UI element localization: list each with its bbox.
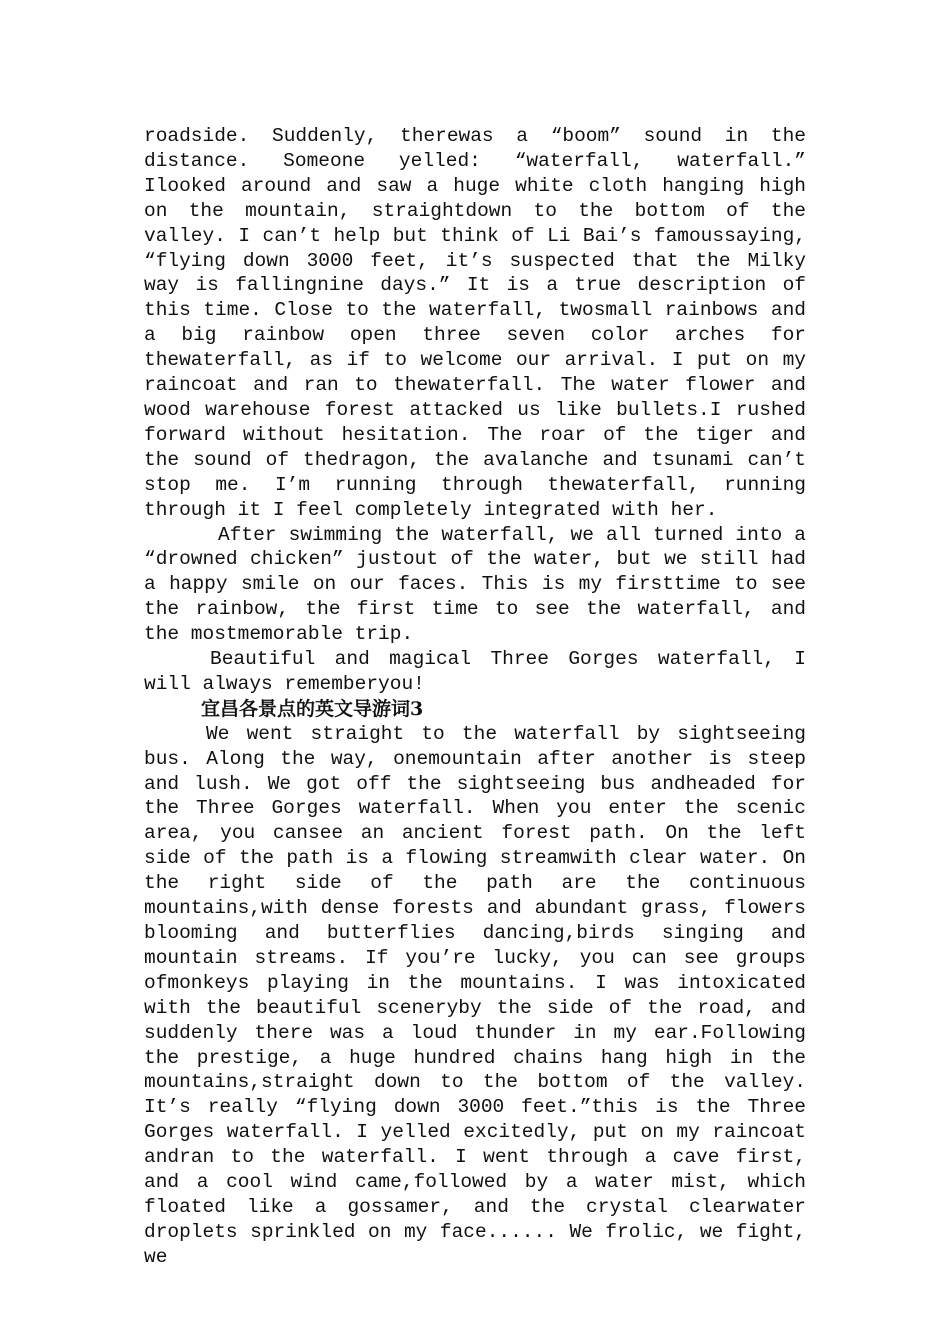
paragraph-beautiful: Beautiful and magical Three Gorges waterfall, I will always rememberyou! (144, 648, 806, 695)
document-page (144, 124, 806, 1270)
paragraph-after-swimming: After swimming the waterfall, we all turned into a “drowned chicken” justout of the water, but we still had a happy smile on our faces. This is my firsttime to see the rainbow, the first time to see the waterfall, and the mostmemorable trip. (144, 523, 806, 646)
paragraph-roadside: roadside. Suddenly, therewas a “boom” sound in the distance. Someone yelled: “waterfall, waterfall.” Ilooked around and saw a huge white cloth hanging high on the mountain, straightdown to the bottom of the valley. I can’t help but think of Li Bai’s famoussaying, “flying down 3000 feet, it’s suspected that the Milky way is fallingnine days.” It is a true description of this time. Close to the waterfall, twosmall rainbows and a big rainbow open three seven color arches for thewaterfall, as if to welcome our arrival. I put on my raincoat and ran to thewaterfall. The water flower and wood warehouse forest attacked us like bullets.I rushed forward without hesitation. The roar of the tiger and the sound of thedragon, the avalanche and tsunami can’t stop me. I’m running through thewaterfall, running through it I feel completely integrated with her. (144, 125, 806, 521)
section-heading: 宜昌各景点的英文导游词3 (201, 697, 424, 720)
paragraph-sightseeing-bus: We went straight to the waterfall by sightseeing bus. Along the way, onemountain after another is steep and lush. We got off the sightseeing bus andheaded for the Three Gorges waterfall. When you enter the scenic area, you cansee an ancient forest path. On the left side of the path is a flowing streamwith clear water. On the right side of the path are the continuous mountains,with dense forests and abundant grass, flowers blooming and butterflies dancing,birds singing and mountain streams. If you’re lucky, you can see groups ofmonkeys playing in the mountains. I was intoxicated with the beautiful sceneryby the side of the road, and suddenly there was a loud thunder in my ear.Following the prestige, a huge hundred chains hang high in the mountains,straight down to the bottom of the valley. It’s really “flying down 3000 feet.”this is the Three Gorges waterfall. I yelled excitedly, put on my raincoat andran to the waterfall. I went through a cave first, and a cool wind came,followed by a water mist, which floated like a gossamer, and the crystal clearwater droplets sprinkled on my face...... We frolic, we fight, we (144, 722, 806, 1268)
